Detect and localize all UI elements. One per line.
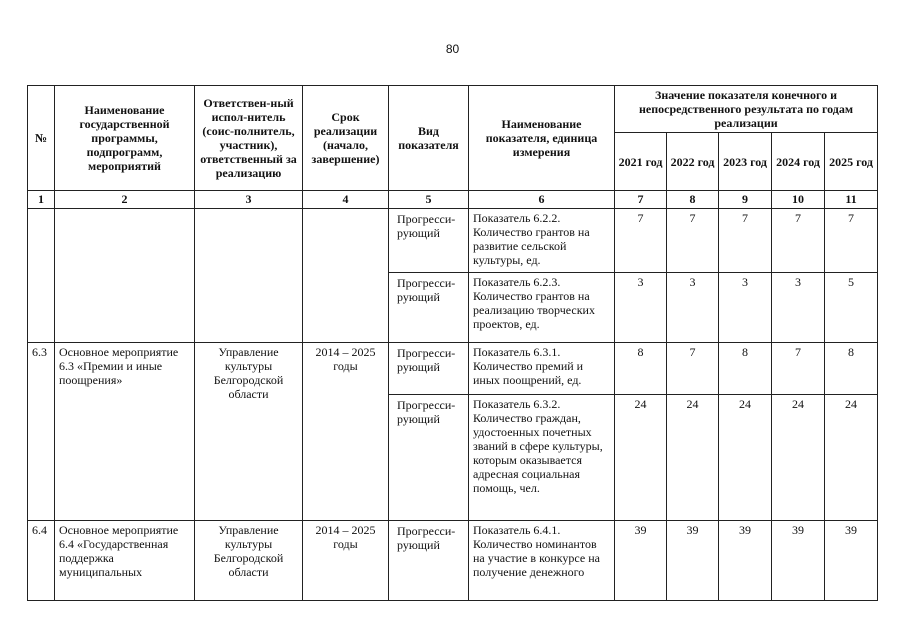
indicator-value: 7 xyxy=(772,343,825,395)
column-number: 1 xyxy=(28,191,55,209)
table-row xyxy=(28,343,878,395)
indicator-value: 24 xyxy=(719,395,772,521)
indicators-table xyxy=(27,85,878,601)
period-cell: 2014 – 2025 годы xyxy=(303,343,389,521)
program-name-cell xyxy=(55,209,195,343)
header-values-group: Значение показателя конечного и непосредственного результата по годам реализации xyxy=(615,86,878,133)
indicator-value: 3 xyxy=(772,273,825,343)
indicator-name: Показатель 6.4.1. Количество номинантов на участие в конкурсе на получение денежного xyxy=(469,521,615,601)
responsible-cell: Управление культуры Белгородской области xyxy=(195,521,303,601)
responsible-cell xyxy=(195,209,303,343)
column-number: 11 xyxy=(825,191,878,209)
header-period: Срок реализации (начало, завершение) xyxy=(303,86,389,191)
row-number-cell: 6.4 xyxy=(28,521,55,601)
column-number: 7 xyxy=(615,191,667,209)
column-number: 6 xyxy=(469,191,615,209)
indicator-value: 7 xyxy=(667,209,719,273)
column-number: 2 xyxy=(55,191,195,209)
indicator-name: Показатель 6.3.1. Количество премий и иных поощрений, ед. xyxy=(469,343,615,395)
indicator-value: 3 xyxy=(667,273,719,343)
header-indicator-name: Наименование показателя, единица измерения xyxy=(469,86,615,191)
indicator-type: Прогресси-рующий xyxy=(389,521,469,601)
indicator-value: 39 xyxy=(719,521,772,601)
table-row xyxy=(28,209,878,273)
indicator-value: 7 xyxy=(772,209,825,273)
header-year: 2022 год xyxy=(667,133,719,191)
indicator-value: 39 xyxy=(615,521,667,601)
indicator-name: Показатель 6.2.2. Количество грантов на развитие сельской культуры, ед. xyxy=(469,209,615,273)
program-name-cell: Основное мероприятие 6.3 «Премии и иные поощрения» xyxy=(55,343,195,521)
indicator-value: 5 xyxy=(825,273,878,343)
header-year: 2024 год xyxy=(772,133,825,191)
column-number: 5 xyxy=(389,191,469,209)
table-row xyxy=(28,521,878,601)
indicator-value: 39 xyxy=(825,521,878,601)
indicator-type: Прогресси-рующий xyxy=(389,395,469,521)
column-number: 3 xyxy=(195,191,303,209)
row-number-cell: 6.3 xyxy=(28,343,55,521)
indicator-type: Прогресси-рующий xyxy=(389,209,469,273)
indicator-type: Прогресси-рующий xyxy=(389,343,469,395)
header-responsible: Ответствен-ный испол-нитель (соис-полнитель, участник), ответственный за реализацию xyxy=(195,86,303,191)
indicator-value: 39 xyxy=(667,521,719,601)
indicator-value: 3 xyxy=(615,273,667,343)
indicator-value: 7 xyxy=(719,209,772,273)
column-number: 9 xyxy=(719,191,772,209)
indicator-value: 24 xyxy=(825,395,878,521)
period-cell: 2014 – 2025 годы xyxy=(303,521,389,601)
row-number-cell xyxy=(28,209,55,343)
indicator-value: 8 xyxy=(719,343,772,395)
indicator-value: 7 xyxy=(825,209,878,273)
indicator-value: 7 xyxy=(615,209,667,273)
column-number: 8 xyxy=(667,191,719,209)
header-program-name: Наименование государственной программы, подпрограмм, мероприятий xyxy=(55,86,195,191)
responsible-cell: Управление культуры Белгородской области xyxy=(195,343,303,521)
program-name-cell: Основное мероприятие 6.4 «Государственная поддержка муниципальных xyxy=(55,521,195,601)
indicator-value: 39 xyxy=(772,521,825,601)
indicator-value: 24 xyxy=(667,395,719,521)
indicator-name: Показатель 6.2.3. Количество грантов на реализацию творческих проектов, ед. xyxy=(469,273,615,343)
period-cell xyxy=(303,209,389,343)
indicator-name: Показатель 6.3.2. Количество граждан, удостоенных почетных званий в сфере культуры, которым оказывается адресная социальная помощь, чел. xyxy=(469,395,615,521)
column-number-row xyxy=(28,191,878,209)
indicator-value: 8 xyxy=(825,343,878,395)
page-number: 80 xyxy=(445,42,460,56)
indicator-type: Прогресси-рующий xyxy=(389,273,469,343)
header-year: 2021 год xyxy=(615,133,667,191)
indicator-value: 3 xyxy=(719,273,772,343)
indicator-value: 7 xyxy=(667,343,719,395)
header-indicator-type: Вид показателя xyxy=(389,86,469,191)
indicator-value: 8 xyxy=(615,343,667,395)
column-number: 4 xyxy=(303,191,389,209)
header-number: № xyxy=(28,86,55,191)
indicator-value: 24 xyxy=(615,395,667,521)
header-year: 2023 год xyxy=(719,133,772,191)
indicator-value: 24 xyxy=(772,395,825,521)
header-year: 2025 год xyxy=(825,133,878,191)
column-number: 10 xyxy=(772,191,825,209)
